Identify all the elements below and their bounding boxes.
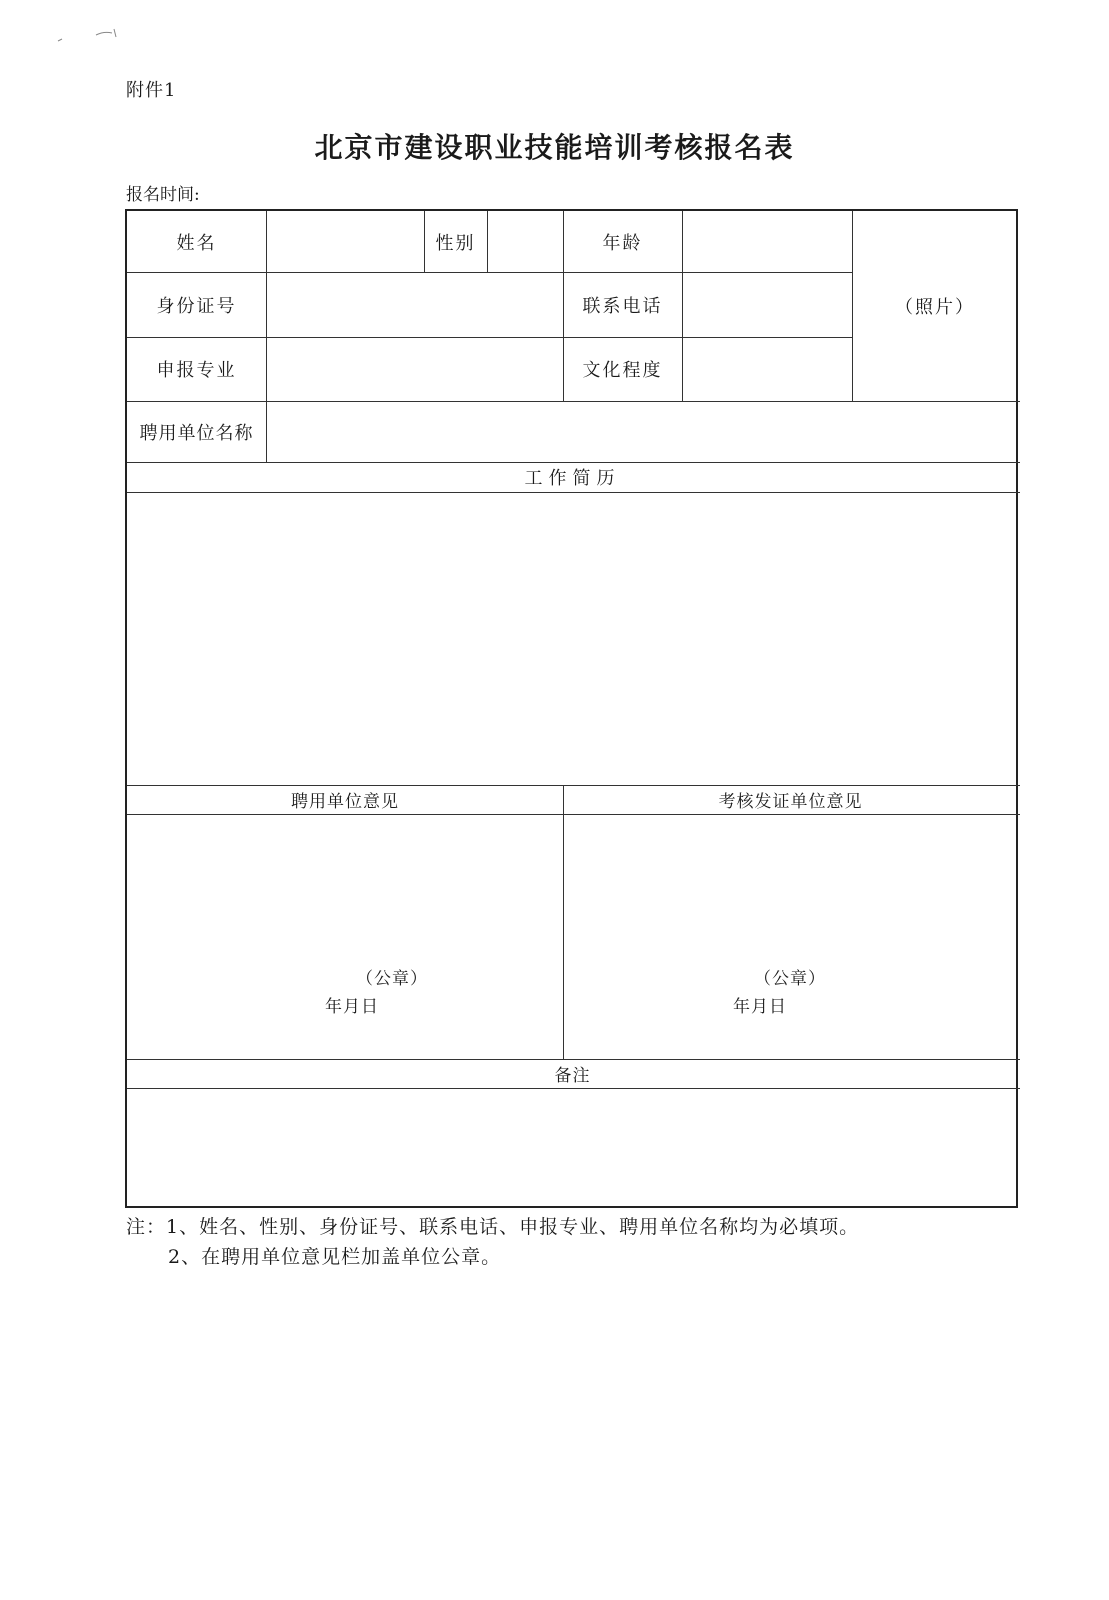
employer-name-field[interactable] xyxy=(266,401,1018,462)
seal-label-right: （公章） xyxy=(754,968,826,989)
date-label-right: 年月日 xyxy=(733,996,787,1017)
work-history-header: 工作简历 xyxy=(524,468,621,489)
remarks-field[interactable] xyxy=(127,1088,1018,1206)
remarks-header: 备注 xyxy=(554,1066,591,1086)
work-history-field[interactable] xyxy=(127,492,1018,785)
education-label: 文化程度 xyxy=(582,360,663,381)
attachment-label: 附件1 xyxy=(126,80,177,101)
registration-form-table xyxy=(125,209,1018,1208)
registration-time-label: 报名时间: xyxy=(126,185,200,205)
name-label: 姓名 xyxy=(176,232,217,254)
phone-label: 联系电话 xyxy=(582,295,663,317)
age-field[interactable] xyxy=(682,211,852,272)
cert-unit-opinion-header: 考核发证单位意见 xyxy=(718,792,863,812)
phone-field[interactable] xyxy=(682,272,852,337)
cert-unit-opinion-field[interactable] xyxy=(563,814,1018,1059)
education-field[interactable] xyxy=(682,337,852,401)
employer-opinion-header: 聘用单位意见 xyxy=(291,792,399,812)
employer-opinion-field[interactable] xyxy=(127,814,563,1059)
major-label: 申报专业 xyxy=(156,360,237,381)
note-line-1: 注：1、姓名、性别、身份证号、联系电话、申报专业、聘用单位名称均为必填项。 xyxy=(126,1216,860,1238)
seal-label-left: （公章） xyxy=(356,968,428,989)
footnotes xyxy=(126,1212,859,1272)
employer-name-label: 聘用单位名称 xyxy=(139,422,254,444)
major-field[interactable] xyxy=(266,337,563,401)
id-number-field[interactable] xyxy=(266,272,563,337)
age-label: 年龄 xyxy=(602,232,643,254)
date-label-left: 年月日 xyxy=(325,996,379,1017)
gender-field[interactable] xyxy=(487,211,563,272)
name-field[interactable] xyxy=(266,211,424,272)
id-number-label: 身份证号 xyxy=(156,295,237,317)
note-line-2: 2、在聘用单位意见栏加盖单位公章。 xyxy=(168,1246,502,1268)
photo-placeholder[interactable]: （照片） xyxy=(895,297,975,318)
gender-label: 性别 xyxy=(435,232,476,254)
page-title: 北京市建设职业技能培训考核报名表 xyxy=(314,131,795,164)
scan-artifact-mark xyxy=(56,25,126,45)
